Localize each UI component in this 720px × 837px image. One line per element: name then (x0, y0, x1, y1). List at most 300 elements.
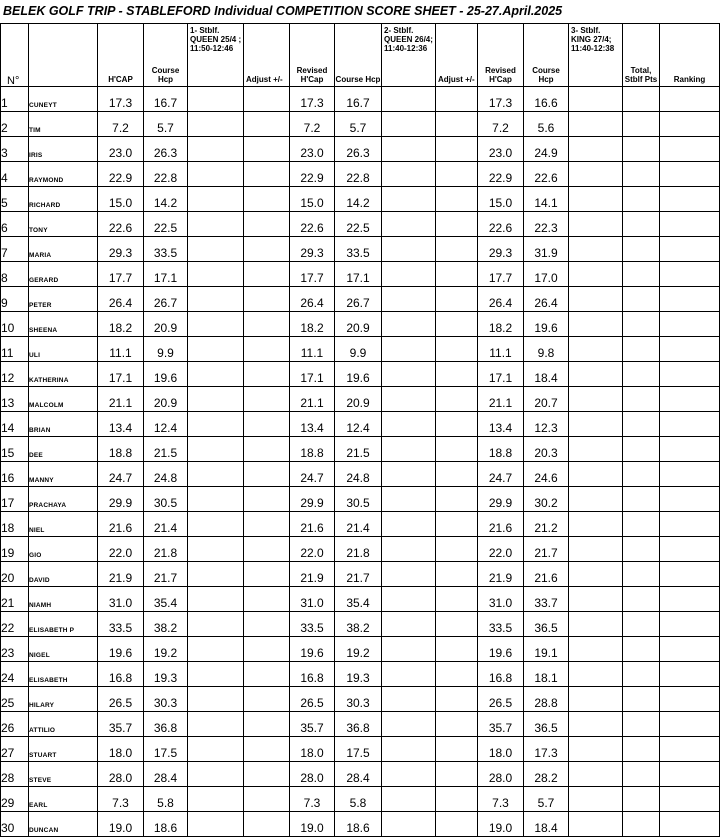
cell-course-hcp-2: 35.4 (335, 587, 382, 612)
cell-course-hcp-3: 5.6 (524, 112, 569, 137)
cell-session-2-score[interactable] (382, 612, 436, 637)
cell-session-3-score[interactable] (569, 737, 623, 762)
cell-ranking[interactable] (660, 537, 720, 562)
cell-total-points[interactable] (623, 237, 660, 262)
cell-session-3-score[interactable] (569, 212, 623, 237)
cell-revised-hcap-3: 31.0 (478, 587, 524, 612)
cell-session-3-score[interactable] (569, 437, 623, 462)
cell-revised-hcap-2: 21.6 (290, 512, 335, 537)
cell-session-1-score[interactable] (188, 187, 244, 212)
cell-player-name: STUART (29, 737, 98, 762)
cell-revised-hcap-2: 23.0 (290, 137, 335, 162)
cell-session-2-score[interactable] (382, 537, 436, 562)
cell-session-1-score[interactable] (188, 537, 244, 562)
cell-total-points[interactable] (623, 612, 660, 637)
cell-adjust-1[interactable] (244, 287, 290, 312)
cell-player-name: ATTILIO (29, 712, 98, 737)
cell-adjust-2[interactable] (436, 212, 478, 237)
cell-course-hcp-1: 9.9 (144, 337, 188, 362)
cell-total-points[interactable] (623, 487, 660, 512)
cell-total-points[interactable] (623, 412, 660, 437)
cell-session-2-score[interactable] (382, 487, 436, 512)
cell-adjust-2[interactable] (436, 512, 478, 537)
cell-session-2-score[interactable] (382, 237, 436, 262)
cell-ranking[interactable] (660, 412, 720, 437)
cell-adjust-1[interactable] (244, 737, 290, 762)
cell-hcap: 24.7 (98, 462, 144, 487)
cell-session-1-score[interactable] (188, 737, 244, 762)
cell-course-hcp-1: 20.9 (144, 387, 188, 412)
cell-total-points[interactable] (623, 112, 660, 137)
cell-ranking[interactable] (660, 187, 720, 212)
cell-revised-hcap-2: 15.0 (290, 187, 335, 212)
cell-session-2-score[interactable] (382, 337, 436, 362)
cell-total-points[interactable] (623, 262, 660, 287)
cell-total-points[interactable] (623, 812, 660, 837)
cell-course-hcp-3: 28.8 (524, 687, 569, 712)
cell-no: 9 (1, 287, 29, 312)
cell-adjust-2[interactable] (436, 262, 478, 287)
cell-revised-hcap-2: 19.0 (290, 812, 335, 837)
cell-session-1-score[interactable] (188, 162, 244, 187)
cell-revised-hcap-2: 24.7 (290, 462, 335, 487)
cell-course-hcp-1: 24.8 (144, 462, 188, 487)
cell-adjust-2[interactable] (436, 787, 478, 812)
cell-ranking[interactable] (660, 562, 720, 587)
cell-adjust-1[interactable] (244, 662, 290, 687)
cell-session-3-score[interactable] (569, 187, 623, 212)
cell-total-points[interactable] (623, 687, 660, 712)
cell-session-1-score[interactable] (188, 587, 244, 612)
cell-ranking[interactable] (660, 637, 720, 662)
cell-ranking[interactable] (660, 787, 720, 812)
cell-total-points[interactable] (623, 762, 660, 787)
cell-course-hcp-2: 38.2 (335, 612, 382, 637)
cell-adjust-2[interactable] (436, 412, 478, 437)
cell-course-hcp-1: 22.8 (144, 162, 188, 187)
cell-session-1-score[interactable] (188, 562, 244, 587)
cell-session-3-score[interactable] (569, 87, 623, 112)
cell-adjust-2[interactable] (436, 762, 478, 787)
cell-ranking[interactable] (660, 662, 720, 687)
cell-session-1-score[interactable] (188, 362, 244, 387)
cell-adjust-1[interactable] (244, 637, 290, 662)
cell-player-name: HILARY (29, 687, 98, 712)
cell-player-name: EARL (29, 787, 98, 812)
cell-session-3-score[interactable] (569, 362, 623, 387)
cell-adjust-1[interactable] (244, 362, 290, 387)
cell-adjust-1[interactable] (244, 137, 290, 162)
cell-revised-hcap-3: 29.3 (478, 237, 524, 262)
cell-total-points[interactable] (623, 337, 660, 362)
cell-session-2-score[interactable] (382, 212, 436, 237)
cell-session-3-score[interactable] (569, 762, 623, 787)
cell-ranking[interactable] (660, 137, 720, 162)
cell-adjust-1[interactable] (244, 112, 290, 137)
cell-hcap: 26.5 (98, 687, 144, 712)
cell-total-points[interactable] (623, 737, 660, 762)
cell-hcap: 22.9 (98, 162, 144, 187)
cell-no: 11 (1, 337, 29, 362)
cell-revised-hcap-3: 13.4 (478, 412, 524, 437)
cell-player-name: DAVID (29, 562, 98, 587)
cell-total-points[interactable] (623, 212, 660, 237)
cell-session-3-score[interactable] (569, 312, 623, 337)
cell-session-3-score[interactable] (569, 662, 623, 687)
cell-revised-hcap-2: 19.6 (290, 637, 335, 662)
table-row (1, 462, 720, 487)
cell-ranking[interactable] (660, 262, 720, 287)
cell-ranking[interactable] (660, 512, 720, 537)
cell-session-1-score[interactable] (188, 87, 244, 112)
cell-total-points[interactable] (623, 562, 660, 587)
cell-ranking[interactable] (660, 162, 720, 187)
cell-session-2-score[interactable] (382, 362, 436, 387)
cell-session-3-score[interactable] (569, 387, 623, 412)
header-hcap: H'CAP (98, 24, 144, 87)
cell-session-1-score[interactable] (188, 137, 244, 162)
cell-ranking[interactable] (660, 712, 720, 737)
cell-adjust-2[interactable] (436, 187, 478, 212)
cell-total-points[interactable] (623, 512, 660, 537)
cell-ranking[interactable] (660, 462, 720, 487)
cell-total-points[interactable] (623, 712, 660, 737)
cell-session-1-score[interactable] (188, 812, 244, 837)
cell-player-name: CUNEYT (29, 87, 98, 112)
cell-session-3-score[interactable] (569, 412, 623, 437)
table-row (1, 487, 720, 512)
cell-adjust-2[interactable] (436, 537, 478, 562)
cell-adjust-2[interactable] (436, 337, 478, 362)
cell-session-3-score[interactable] (569, 487, 623, 512)
cell-adjust-2[interactable] (436, 487, 478, 512)
cell-session-3-score[interactable] (569, 287, 623, 312)
cell-ranking[interactable] (660, 687, 720, 712)
cell-session-1-score[interactable] (188, 387, 244, 412)
cell-session-1-score[interactable] (188, 662, 244, 687)
cell-session-2-score[interactable] (382, 762, 436, 787)
cell-adjust-1[interactable] (244, 337, 290, 362)
cell-hcap: 7.3 (98, 787, 144, 812)
cell-session-3-score[interactable] (569, 562, 623, 587)
cell-session-3-score[interactable] (569, 712, 623, 737)
cell-ranking[interactable] (660, 212, 720, 237)
cell-adjust-2[interactable] (436, 637, 478, 662)
cell-total-points[interactable] (623, 587, 660, 612)
cell-revised-hcap-2: 17.7 (290, 262, 335, 287)
cell-adjust-1[interactable] (244, 87, 290, 112)
cell-session-2-score[interactable] (382, 412, 436, 437)
cell-total-points[interactable] (623, 437, 660, 462)
cell-adjust-1[interactable] (244, 537, 290, 562)
cell-revised-hcap-2: 28.0 (290, 762, 335, 787)
cell-course-hcp-3: 28.2 (524, 762, 569, 787)
table-row (1, 412, 720, 437)
cell-adjust-1[interactable] (244, 437, 290, 462)
cell-course-hcp-1: 21.7 (144, 562, 188, 587)
cell-session-2-score[interactable] (382, 262, 436, 287)
cell-adjust-1[interactable] (244, 787, 290, 812)
cell-session-2-score[interactable] (382, 87, 436, 112)
cell-course-hcp-2: 17.5 (335, 737, 382, 762)
cell-session-3-score[interactable] (569, 687, 623, 712)
cell-session-1-score[interactable] (188, 462, 244, 487)
cell-ranking[interactable] (660, 487, 720, 512)
cell-adjust-1[interactable] (244, 712, 290, 737)
cell-session-3-score[interactable] (569, 637, 623, 662)
cell-adjust-2[interactable] (436, 662, 478, 687)
cell-revised-hcap-2: 26.5 (290, 687, 335, 712)
cell-hcap: 21.1 (98, 387, 144, 412)
cell-revised-hcap-2: 7.3 (290, 787, 335, 812)
cell-session-1-score[interactable] (188, 612, 244, 637)
table-row (1, 687, 720, 712)
cell-session-1-score[interactable] (188, 112, 244, 137)
cell-total-points[interactable] (623, 387, 660, 412)
cell-total-points[interactable] (623, 162, 660, 187)
cell-ranking[interactable] (660, 587, 720, 612)
cell-course-hcp-2: 16.7 (335, 87, 382, 112)
header-revised-hcap-2: Revised H'Cap (290, 24, 335, 87)
cell-adjust-1[interactable] (244, 162, 290, 187)
cell-total-points[interactable] (623, 637, 660, 662)
cell-ranking[interactable] (660, 237, 720, 262)
cell-session-3-score[interactable] (569, 462, 623, 487)
cell-total-points[interactable] (623, 287, 660, 312)
cell-revised-hcap-3: 35.7 (478, 712, 524, 737)
cell-player-name: TIM (29, 112, 98, 137)
cell-ranking[interactable] (660, 87, 720, 112)
cell-session-1-score[interactable] (188, 762, 244, 787)
cell-course-hcp-3: 22.6 (524, 162, 569, 187)
cell-session-3-score[interactable] (569, 537, 623, 562)
cell-ranking[interactable] (660, 437, 720, 462)
cell-session-2-score[interactable] (382, 587, 436, 612)
cell-session-2-score[interactable] (382, 387, 436, 412)
cell-adjust-1[interactable] (244, 687, 290, 712)
cell-adjust-1[interactable] (244, 512, 290, 537)
cell-hcap: 16.8 (98, 662, 144, 687)
cell-course-hcp-1: 17.5 (144, 737, 188, 762)
cell-session-1-score[interactable] (188, 712, 244, 737)
cell-adjust-2[interactable] (436, 737, 478, 762)
cell-course-hcp-2: 19.6 (335, 362, 382, 387)
cell-adjust-1[interactable] (244, 812, 290, 837)
cell-total-points[interactable] (623, 312, 660, 337)
cell-adjust-1[interactable] (244, 387, 290, 412)
cell-session-2-score[interactable] (382, 662, 436, 687)
cell-course-hcp-2: 19.3 (335, 662, 382, 687)
cell-no: 2 (1, 112, 29, 137)
cell-course-hcp-2: 12.4 (335, 412, 382, 437)
cell-adjust-1[interactable] (244, 262, 290, 287)
cell-hcap: 18.2 (98, 312, 144, 337)
cell-adjust-2[interactable] (436, 162, 478, 187)
cell-adjust-1[interactable] (244, 212, 290, 237)
cell-course-hcp-1: 26.7 (144, 287, 188, 312)
cell-session-1-score[interactable] (188, 287, 244, 312)
cell-session-1-score[interactable] (188, 262, 244, 287)
cell-session-1-score[interactable] (188, 412, 244, 437)
cell-revised-hcap-2: 22.6 (290, 212, 335, 237)
cell-ranking[interactable] (660, 362, 720, 387)
cell-adjust-2[interactable] (436, 712, 478, 737)
cell-session-1-score[interactable] (188, 787, 244, 812)
header-revised-hcap-3: Revised H'Cap (478, 24, 524, 87)
cell-no: 13 (1, 387, 29, 412)
sheet-title: BELEK GOLF TRIP - STABLEFORD Individual COMPETITION SCORE SHEET - 25-27.April.2025 (3, 4, 563, 18)
cell-session-2-score[interactable] (382, 137, 436, 162)
cell-session-3-score[interactable] (569, 337, 623, 362)
cell-ranking[interactable] (660, 112, 720, 137)
cell-adjust-2[interactable] (436, 562, 478, 587)
cell-ranking[interactable] (660, 387, 720, 412)
cell-session-2-score[interactable] (382, 312, 436, 337)
cell-player-name: RAYMOND (29, 162, 98, 187)
cell-course-hcp-1: 20.9 (144, 312, 188, 337)
cell-session-3-score[interactable] (569, 112, 623, 137)
cell-session-2-score[interactable] (382, 737, 436, 762)
cell-adjust-1[interactable] (244, 487, 290, 512)
cell-no: 12 (1, 362, 29, 387)
cell-total-points[interactable] (623, 787, 660, 812)
cell-course-hcp-2: 36.8 (335, 712, 382, 737)
cell-ranking[interactable] (660, 812, 720, 837)
cell-player-name: SHEENA (29, 312, 98, 337)
cell-session-2-score[interactable] (382, 637, 436, 662)
cell-adjust-2[interactable] (436, 812, 478, 837)
cell-session-2-score[interactable] (382, 787, 436, 812)
cell-hcap: 21.9 (98, 562, 144, 587)
cell-revised-hcap-2: 16.8 (290, 662, 335, 687)
cell-adjust-2[interactable] (436, 687, 478, 712)
cell-total-points[interactable] (623, 662, 660, 687)
cell-session-2-score[interactable] (382, 437, 436, 462)
cell-session-3-score[interactable] (569, 137, 623, 162)
cell-session-3-score[interactable] (569, 512, 623, 537)
cell-total-points[interactable] (623, 137, 660, 162)
cell-player-name: DUNCAN (29, 812, 98, 837)
cell-total-points[interactable] (623, 187, 660, 212)
cell-no: 19 (1, 537, 29, 562)
cell-adjust-1[interactable] (244, 562, 290, 587)
cell-no: 26 (1, 712, 29, 737)
cell-adjust-2[interactable] (436, 612, 478, 637)
cell-adjust-2[interactable] (436, 137, 478, 162)
cell-session-2-score[interactable] (382, 512, 436, 537)
cell-hcap: 19.6 (98, 637, 144, 662)
cell-session-2-score[interactable] (382, 287, 436, 312)
cell-course-hcp-2: 26.3 (335, 137, 382, 162)
cell-session-1-score[interactable] (188, 512, 244, 537)
cell-adjust-2[interactable] (436, 87, 478, 112)
cell-course-hcp-3: 5.7 (524, 787, 569, 812)
header-ranking: Ranking (660, 24, 720, 87)
cell-course-hcp-3: 19.1 (524, 637, 569, 662)
cell-session-2-score[interactable] (382, 162, 436, 187)
cell-session-2-score[interactable] (382, 187, 436, 212)
cell-session-1-score[interactable] (188, 237, 244, 262)
cell-session-2-score[interactable] (382, 712, 436, 737)
cell-player-name: PRACHAYA (29, 487, 98, 512)
cell-session-3-score[interactable] (569, 262, 623, 287)
cell-player-name: ULI (29, 337, 98, 362)
cell-course-hcp-1: 21.5 (144, 437, 188, 462)
cell-adjust-2[interactable] (436, 387, 478, 412)
cell-hcap: 7.2 (98, 112, 144, 137)
cell-session-3-score[interactable] (569, 812, 623, 837)
cell-adjust-2[interactable] (436, 462, 478, 487)
cell-course-hcp-3: 17.3 (524, 737, 569, 762)
cell-adjust-1[interactable] (244, 762, 290, 787)
cell-session-2-score[interactable] (382, 562, 436, 587)
header-session-3: 3- Stblf. KING 27/4; 11:40-12:38 (569, 24, 623, 87)
cell-session-2-score[interactable] (382, 462, 436, 487)
cell-adjust-1[interactable] (244, 312, 290, 337)
cell-ranking[interactable] (660, 737, 720, 762)
cell-session-3-score[interactable] (569, 587, 623, 612)
cell-no: 25 (1, 687, 29, 712)
cell-total-points[interactable] (623, 362, 660, 387)
cell-total-points[interactable] (623, 462, 660, 487)
cell-session-1-score[interactable] (188, 437, 244, 462)
cell-session-1-score[interactable] (188, 487, 244, 512)
cell-course-hcp-3: 33.7 (524, 587, 569, 612)
cell-session-2-score[interactable] (382, 812, 436, 837)
cell-adjust-1[interactable] (244, 587, 290, 612)
cell-adjust-2[interactable] (436, 312, 478, 337)
cell-hcap: 22.6 (98, 212, 144, 237)
cell-course-hcp-1: 35.4 (144, 587, 188, 612)
cell-adjust-2[interactable] (436, 112, 478, 137)
cell-adjust-1[interactable] (244, 237, 290, 262)
cell-adjust-1[interactable] (244, 187, 290, 212)
cell-adjust-1[interactable] (244, 412, 290, 437)
cell-session-1-score[interactable] (188, 212, 244, 237)
cell-course-hcp-3: 21.6 (524, 562, 569, 587)
cell-adjust-2[interactable] (436, 587, 478, 612)
cell-session-1-score[interactable] (188, 687, 244, 712)
cell-player-name: ELISABETH P (29, 612, 98, 637)
cell-total-points[interactable] (623, 537, 660, 562)
cell-ranking[interactable] (660, 337, 720, 362)
cell-session-3-score[interactable] (569, 612, 623, 637)
cell-adjust-2[interactable] (436, 437, 478, 462)
cell-ranking[interactable] (660, 287, 720, 312)
cell-adjust-2[interactable] (436, 237, 478, 262)
cell-adjust-2[interactable] (436, 362, 478, 387)
cell-ranking[interactable] (660, 762, 720, 787)
cell-adjust-2[interactable] (436, 287, 478, 312)
cell-session-1-score[interactable] (188, 637, 244, 662)
cell-no: 30 (1, 812, 29, 837)
cell-session-2-score[interactable] (382, 687, 436, 712)
cell-session-1-score[interactable] (188, 337, 244, 362)
cell-session-3-score[interactable] (569, 237, 623, 262)
cell-adjust-1[interactable] (244, 612, 290, 637)
cell-session-2-score[interactable] (382, 112, 436, 137)
cell-adjust-1[interactable] (244, 462, 290, 487)
cell-session-3-score[interactable] (569, 787, 623, 812)
cell-total-points[interactable] (623, 87, 660, 112)
cell-ranking[interactable] (660, 612, 720, 637)
cell-no: 18 (1, 512, 29, 537)
cell-ranking[interactable] (660, 312, 720, 337)
cell-course-hcp-2: 21.4 (335, 512, 382, 537)
cell-session-1-score[interactable] (188, 312, 244, 337)
cell-session-3-score[interactable] (569, 162, 623, 187)
cell-revised-hcap-3: 19.6 (478, 637, 524, 662)
